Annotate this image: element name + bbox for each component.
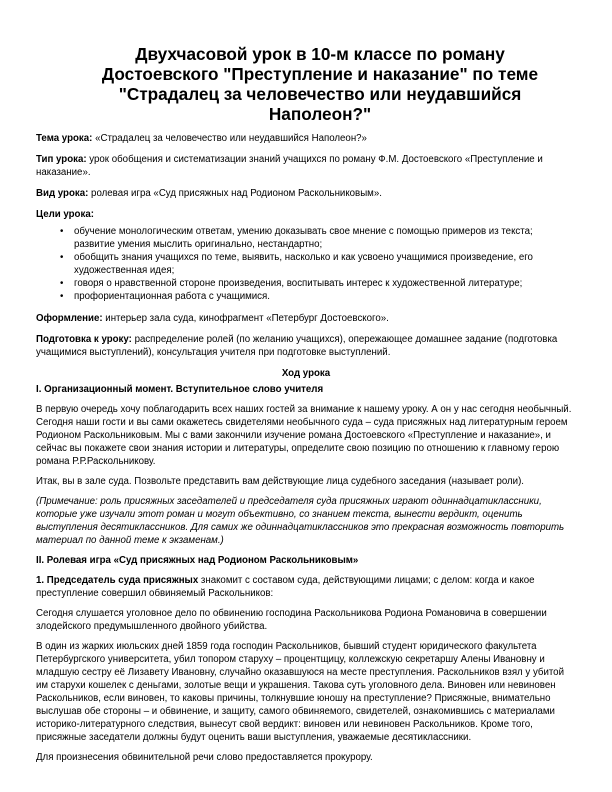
lesson-design [36, 312, 576, 325]
bullet-icon: • [60, 252, 64, 263]
section-2-paragraph: Сегодня слушается уголовное дело по обвинению господина Раскольникова Родиона Романовича в совершении злодейского предумышленного двойного убийства. [36, 608, 547, 632]
lesson-topic-value: «Страдалец за человечество или неудавшийся Наполеон?» [92, 133, 367, 144]
bullet-icon: • [60, 278, 64, 289]
goals-list [36, 225, 576, 303]
lesson-topic-label: Тема урока: [36, 133, 93, 144]
lesson-type [36, 153, 576, 179]
goal-item [60, 290, 576, 303]
title-line: "Страдалец за человечество или неудавшийся [118, 84, 522, 104]
lesson-topic [36, 132, 576, 145]
document-page [36, 44, 576, 771]
bullet-icon: • [60, 226, 64, 237]
lesson-preparation-label: Подготовка к уроку: [36, 334, 132, 345]
course-heading: Ход урока [281, 368, 331, 379]
goal-item [60, 225, 576, 251]
document-title [36, 44, 576, 124]
lesson-type-value: урок обобщения и систематизации знаний учащихся по роману Ф.М. Достоевского «Преступление и наказание». [36, 154, 543, 178]
lesson-type-label: Тип урока: [36, 154, 87, 165]
section-2-heading: II. Ролевая игра «Суд присяжных над Родионом Раскольниковым» [36, 555, 359, 566]
section-2-paragraph: В один из жарких июльских дней 1859 года господин Раскольников, бывший студент юридического факультета Петербургского университета, убил топором старуху – процентщицу, коллежскую секретаршу Алены Ивановну и младшую сестру её Лизавету Ивановну, случайно оказавшуюся на месте преступления. Раскольников взял у убитой им старухи кошелек с деньгами, золотые вещи и украшения. Такова суть уголовного дела. Виновен или невиновен Раскольников, если виновен, то каковы причины, толкнувшие юношу на преступление? Присяжные, внимательно выслушав обе стороны – и обвинение, и защиту, самого обвиняемого, свидетелей, ознакомившись с материалами историко-литературного следствия, вынесут свой вердикт: виновен или невиновен Раскольников. Кроме того, присяжные заседатели должны будут оценить ваши выступления, уважаемые десятиклассники. [36, 641, 564, 743]
title-line: Наполеон?" [268, 104, 372, 124]
lesson-kind [36, 187, 576, 200]
goal-text: говоря о нравственной стороне произведения, воспитывать интерес к художественной литературе; [74, 278, 523, 289]
goal-item [60, 251, 576, 277]
chair-label: 1. Председатель суда присяжных [36, 575, 199, 586]
title-line: Достоевского "Преступление и наказание" по теме [101, 64, 539, 84]
lesson-preparation [36, 333, 576, 359]
goal-text: обучение монологическим ответам, умению доказывать свое мнение с помощью примеров из текста; развитие умения мыслить оригинально, нестандартно; [74, 226, 533, 250]
chair-text: знакомит с составом суда, действующими лицами; с делом: когда и какое преступление совершил обвиняемый Раскольников: [36, 575, 535, 599]
section-1-heading: I. Организационный момент. Вступительное слово учителя [36, 384, 324, 395]
section-1-paragraph: Итак, вы в зале суда. Позвольте представить вам действующие лица судебного заседания (называет роли). [36, 476, 524, 487]
lesson-kind-value: ролевая игра «Суд присяжных над Родионом Раскольниковым». [88, 188, 382, 199]
lesson-kind-label: Вид урока: [36, 188, 89, 199]
goal-text: профориентационная работа с учащимися. [74, 291, 270, 302]
goals-heading: Цели урока: [36, 209, 94, 220]
lesson-design-label: Оформление: [36, 313, 103, 324]
goal-text: обобщить знания учащихся по теме, выявить, насколько и как усвоено учащимися произведение, его художественная идея; [74, 252, 533, 276]
lesson-preparation-value: распределение ролей (по желанию учащихся), опережающее домашнее задание (подготовка учащимися выступлений), консультация учителя при подготовке выступлений. [36, 334, 558, 358]
section-2-paragraph: Для произнесения обвинительной речи слово предоставляется прокурору. [36, 752, 373, 763]
section-1-paragraph: В первую очередь хочу поблагодарить всех наших гостей за внимание к нашему уроку. А он у нас сегодня необычный. Сегодня наши гости и вы сами окажетесь свидетелями необычного суда – суда присяжных над литературным героем Родионом Раскольниковым. Мы с вами закончили изучение романа Достоевского «Преступление и наказание», и сейчас вы покажете свои знания истории и литературы, определите свою позицию по отношению к главному герою романа Р.Р.Раскольникову. [36, 404, 572, 467]
lesson-design-value: интерьер зала суда, кинофрагмент «Петербург Достоевского». [102, 313, 389, 324]
bullet-icon: • [60, 291, 64, 302]
chair-paragraph [36, 574, 576, 600]
section-1-note: (Примечание: роль присяжных заседателей и председателя суда присяжных играют одиннадцатиклассники, которые уже изучали этот роман и могут объективно, со знанием текста, вынести вердикт, оценить выступления десятиклассников. Для самих же одиннадцатиклассников это прекрасная возможность повторить материал по данной теме к экзаменам.) [36, 496, 565, 546]
title-line: Двухчасовой урок в 10-м классе по роману [135, 44, 505, 64]
goal-item [60, 277, 576, 290]
